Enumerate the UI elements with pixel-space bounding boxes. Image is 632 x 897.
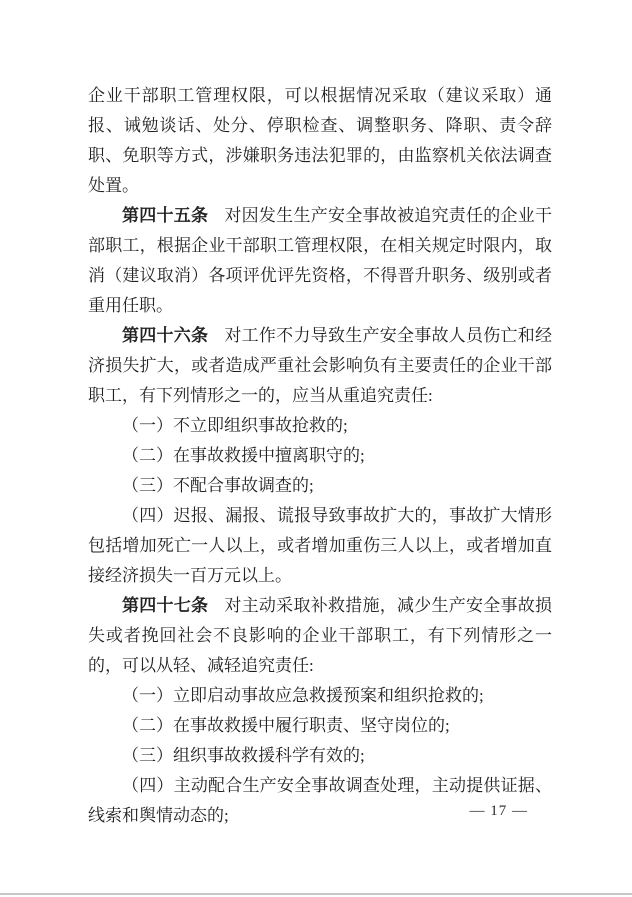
page-bottom-edge	[0, 893, 632, 895]
paragraph-text: （四）迟报、漏报、谎报导致事故扩大的，事故扩大情形包括增加死亡一人以上，或者增加重伤三人以上，或者增加直接经济损失一百万元以上。	[88, 506, 552, 585]
document-body	[88, 81, 552, 831]
article-47-lead: 第四十七条	[122, 596, 209, 615]
paragraph-text: （三）不配合事故调查的;	[122, 476, 314, 495]
page-number: — 17 —	[469, 803, 528, 819]
article-47-item-2	[88, 711, 552, 741]
article-47-item-4	[88, 771, 552, 831]
paragraph-text: （二）在事故救援中擅离职守的;	[122, 446, 365, 465]
article-46-item-3	[88, 471, 552, 501]
paragraph-text: （二）在事故救援中履行职责、坚守岗位的;	[122, 716, 450, 735]
paragraph-text: （三）组织事故救援科学有效的;	[122, 746, 365, 765]
paragraph-text: （一）不立即组织事故抢救的;	[122, 416, 348, 435]
paragraph-text: （四）主动配合生产安全事故调查处理，主动提供证据、线索和舆情动态的;	[88, 776, 552, 825]
article-47-paragraph	[88, 591, 552, 681]
article-47-item-1	[88, 681, 552, 711]
article-46-paragraph	[88, 321, 552, 411]
article-46-lead: 第四十六条	[122, 326, 209, 345]
paragraph-text: 对工作不力导致生产安全事故人员伤亡和经济损失扩大，或者造成严重社会影响负有主要责任的企业干部职工，有下列情形之一的，应当从重追究责任:	[88, 326, 553, 405]
continuation-paragraph	[88, 81, 552, 201]
article-46-item-4	[88, 501, 552, 591]
paragraph-text: 对因发生生产安全事故被追究责任的企业干部职工，根据企业干部职工管理权限，在相关规定时限内，取消（建议取消）各项评优评先资格，不得晋升职务、级别或者重用任职。	[88, 206, 553, 315]
article-46-item-2	[88, 441, 552, 471]
article-46-item-1	[88, 411, 552, 441]
paragraph-text: （一）立即启动事故应急救援预案和组织抢救的;	[122, 686, 484, 705]
paragraph-text: 对主动采取补救措施，减少生产安全事故损失或者挽回社会不良影响的企业干部职工，有下列情形之一的，可以从轻、减轻追究责任:	[88, 596, 553, 675]
article-45-lead: 第四十五条	[122, 206, 209, 225]
article-45-paragraph	[88, 201, 552, 321]
paragraph-text: 企业干部职工管理权限，可以根据情况采取（建议采取）通报、诫勉谈话、处分、停职检查、调整职务、降职、责令辞职、免职等方式，涉嫌职务违法犯罪的，由监察机关依法调查处置。	[88, 86, 552, 195]
article-47-item-3	[88, 741, 552, 771]
